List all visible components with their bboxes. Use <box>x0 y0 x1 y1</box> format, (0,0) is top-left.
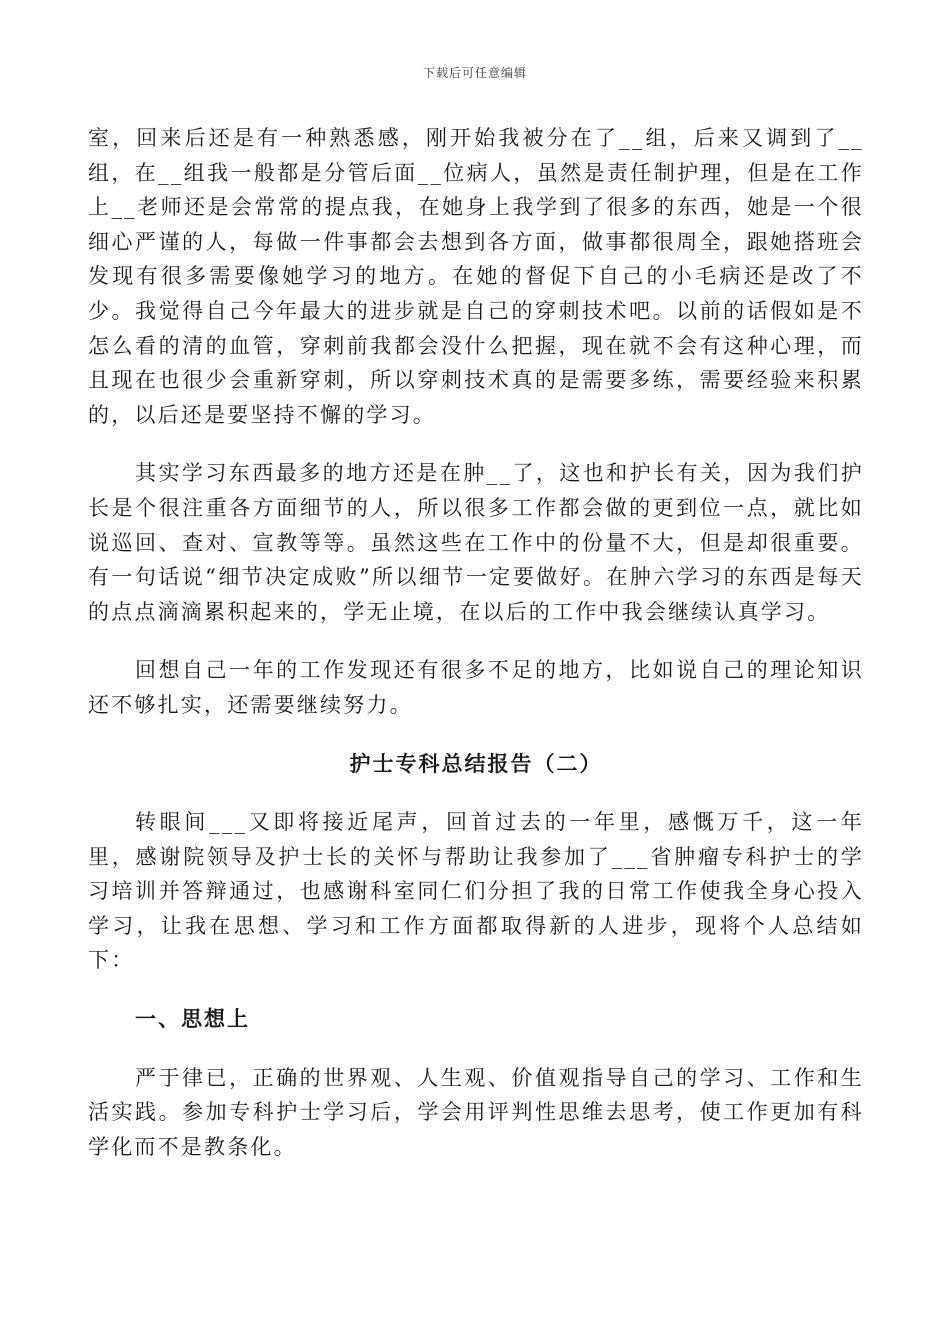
paragraph-1: 室，回来后还是有一种熟悉感，刚开始我被分在了__组，后来又调到了__组，在__组我一般都是分管后面__位病人，虽然是责任制护理，但是在工作上__老师还是会常常的提点我，在她身上我学到了很多的东西，她是一个很细心严谨的人，每做一件事都会去想到各方面，做事都很周全，跟她搭班会发现有很多需要像她学习的地方。在她的督促下自己的小毛病还是改了不少。我觉得自己今年最大的进步就是自己的穿刺技术吧。以前的话假如是不怎么看的清的血管，穿刺前我都会没什么把握，现在就不会有这种心理，而且现在也很少会重新穿刺，所以穿刺技术真的是需要多练，需要经验来积累的，以后还是要坚持不懈的学习。 <box>88 126 864 427</box>
paragraph-3: 回想自己一年的工作发现还有很多不足的地方，比如说自己的理论知识还不够扎实，还需要继续努力。 <box>88 658 864 717</box>
document-body <box>88 121 864 1164</box>
section-title: 护士专科总结报告（二） <box>349 750 603 776</box>
paragraph-2: 其实学习东西最多的地方还是在肿__了，这也和护长有关，因为我们护长是个很注重各方面细节的人，所以很多工作都会做的更到位一点，就比如说巡回、查对、宣教等等。虽然这些在工作中的份量不大，但是却很重要。有一句话说“细节决定成败”所以细节一定要做好。在肿六学习的东西是每天的点点滴滴累积起来的，学无止境，在以后的工作中我会继续认真学习。 <box>88 461 864 624</box>
page-header: 下载后可任意编辑 <box>422 66 527 80</box>
subheading-thought: 一、思想上 <box>135 1006 250 1032</box>
paragraph-5: 严于律已，正确的世界观、人生观、价值观指导自己的学习、工作和生活实践。参加专科护士学习后，学会用评判性思维去思考，使工作更加有科学化而不是教条化。 <box>88 1065 864 1159</box>
paragraph-4: 转眼间___又即将接近尾声，回首过去的一年里，感慨万千，这一年里，感谢院领导及护士长的关怀与帮助让我参加了___省肿瘤专科护士的学习培训并答辩通过，也感谢科室同仁们分担了我的日常工作使我全身心投入学习，让我在思想、学习和工作方面都取得新的人进步，现将个人总结如下： <box>88 810 864 973</box>
